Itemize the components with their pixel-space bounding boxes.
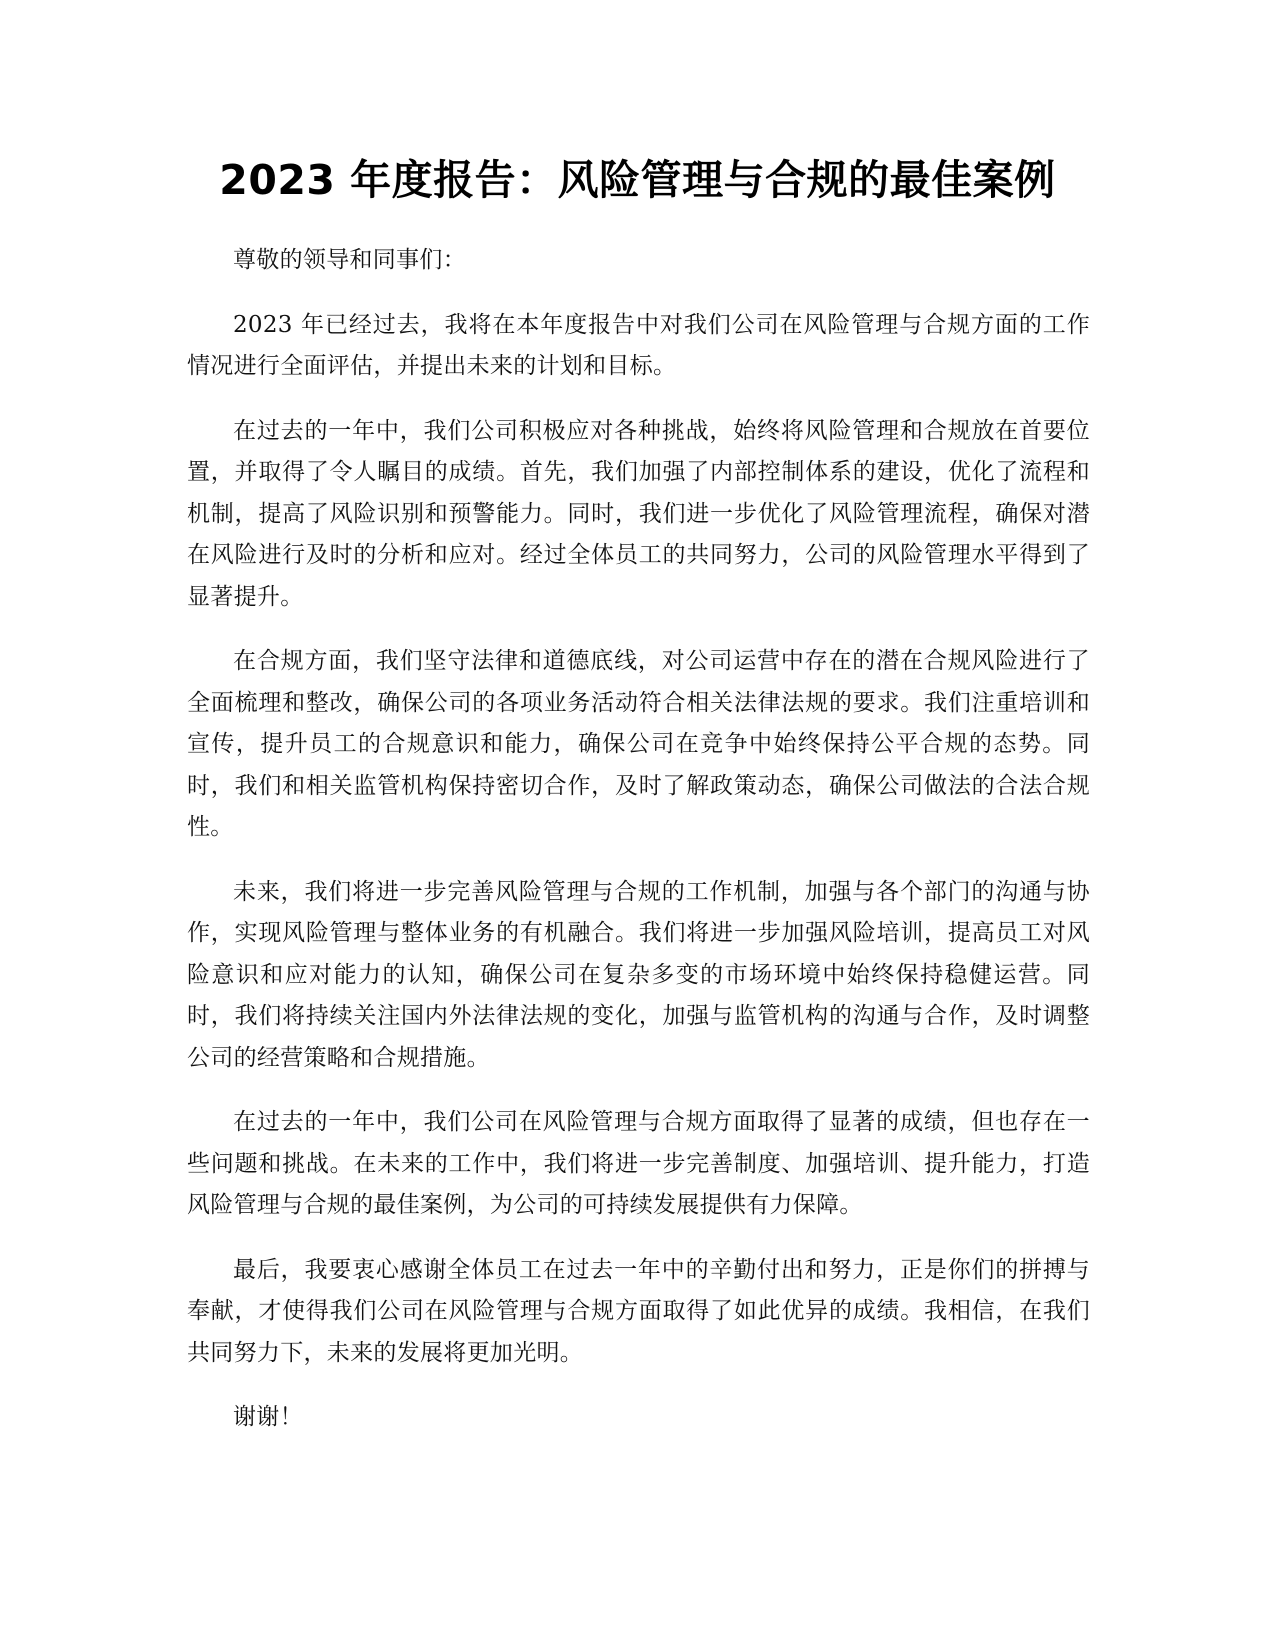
risk-management-paragraph: 在过去的一年中，我们公司积极应对各种挑战，始终将风险管理和合规放在首要位置，并取得了令人瞩目的成绩。首先，我们加强了内部控制体系的建设，优化了流程和机制，提高了风险识别和预警能力。同时，我们进一步优化了风险管理流程，确保对潜在风险进行及时的分析和应对。经过全体员工的共同努力，公司的风险管理水平得到了显著提升。: [187, 417, 1090, 610]
thanks-paragraph: 最后，我要衷心感谢全体员工在过去一年中的辛勤付出和努力，正是你们的拼搏与奉献，才使得我们公司在风险管理与合规方面取得了如此优异的成绩。我相信，在我们共同努力下，未来的发展将更加光明。: [187, 1256, 1090, 1366]
salutation-paragraph: 尊敬的领导和同事们：: [233, 247, 466, 273]
future-plan-paragraph: 未来，我们将进一步完善风险管理与合规的工作机制，加强与各个部门的沟通与协作，实现风险管理与整体业务的有机融合。我们将进一步加强风险培训，提高员工对风险意识和应对能力的认知，确保公司在复杂多变的市场环境中始终保持稳健运营。同时，我们将持续关注国内外法律法规的变化，加强与监管机构的沟通与合作，及时调整公司的经营策略和合规措施。: [187, 878, 1090, 1071]
document-body: [187, 240, 1090, 1462]
closing-paragraph: 谢谢！: [233, 1404, 303, 1430]
compliance-paragraph: 在合规方面，我们坚守法律和道德底线，对公司运营中存在的潜在合规风险进行了全面梳理和整改，确保公司的各项业务活动符合相关法律法规的要求。我们注重培训和宣传，提升员工的合规意识和能力，确保公司在竞争中始终保持公平合规的态势。同时，我们和相关监管机构保持密切合作，及时了解政策动态，确保公司做法的合法合规性。: [187, 648, 1090, 840]
summary-paragraph: 在过去的一年中，我们公司在风险管理与合规方面取得了显著的成绩，但也存在一些问题和挑战。在未来的工作中，我们将进一步完善制度、加强培训、提升能力，打造风险管理与合规的最佳案例，为公司的可持续发展提供有力保障。: [187, 1109, 1090, 1218]
document-title: 2023 年度报告：风险管理与合规的最佳案例: [219, 156, 1056, 204]
intro-paragraph: 2023 年已经过去，我将在本年度报告中对我们公司在风险管理与合规方面的工作情况进行全面评估，并提出未来的计划和目标。: [187, 311, 1090, 379]
